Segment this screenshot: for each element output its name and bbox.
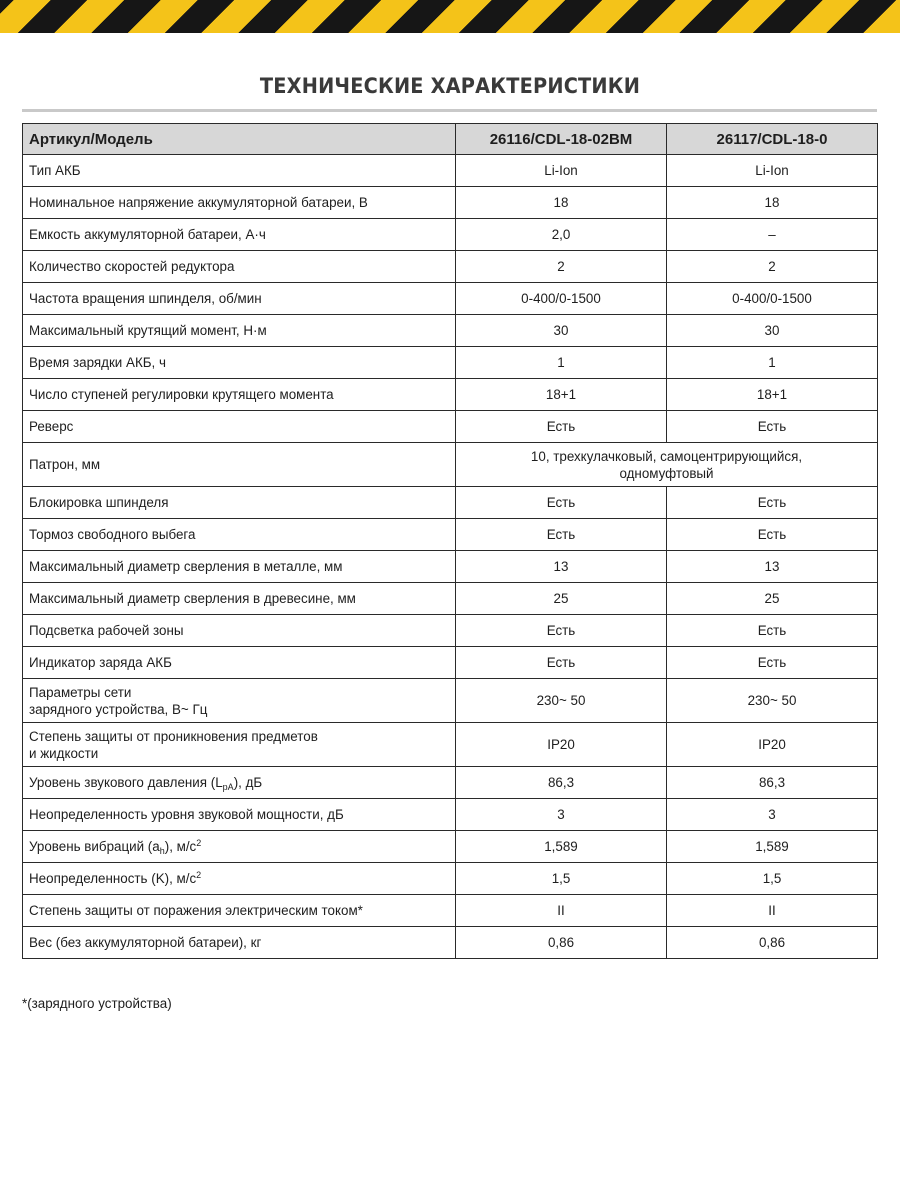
- row-value-2: 13: [667, 551, 878, 583]
- row-label: Реверс: [23, 411, 456, 443]
- table-row: [23, 551, 878, 583]
- row-value-2: Есть: [667, 411, 878, 443]
- row-value-1: Есть: [456, 487, 667, 519]
- table-row: [23, 647, 878, 679]
- table-row: [23, 379, 878, 411]
- row-label: Количество скоростей редуктора: [23, 251, 456, 283]
- row-label: Максимальный диаметр сверления в древесине, мм: [23, 583, 456, 615]
- row-value-1: 2,0: [456, 219, 667, 251]
- row-label: Время зарядки АКБ, ч: [23, 347, 456, 379]
- row-value-1: 13: [456, 551, 667, 583]
- table-row: [23, 927, 878, 959]
- row-value-2: Есть: [667, 615, 878, 647]
- row-label: Подсветка рабочей зоны: [23, 615, 456, 647]
- table-row: [23, 283, 878, 315]
- row-label-line-1: Параметры сети: [29, 684, 132, 700]
- table-header-row: [23, 124, 878, 155]
- table-row: [23, 679, 878, 723]
- row-label: Частота вращения шпинделя, об/мин: [23, 283, 456, 315]
- row-label-subscript: pA: [222, 782, 234, 792]
- row-value-2: Есть: [667, 487, 878, 519]
- row-value-1: 0,86: [456, 927, 667, 959]
- table-row: [23, 831, 878, 863]
- row-value-2: 18: [667, 187, 878, 219]
- row-label-line-1: Степень защиты от проникновения предметов: [29, 728, 318, 744]
- row-label-text: Неопределенность (K), м/с: [29, 871, 197, 886]
- row-value-1: Есть: [456, 647, 667, 679]
- row-value-2: 2: [667, 251, 878, 283]
- row-label: Индикатор заряда АКБ: [23, 647, 456, 679]
- row-value-1: Есть: [456, 519, 667, 551]
- table-row: [23, 767, 878, 799]
- spec-table: [22, 123, 878, 959]
- row-value-2: Есть: [667, 519, 878, 551]
- row-label-text-mid: ), м/с: [164, 839, 197, 854]
- header-model-2: 26117/CDL-18-0: [667, 124, 878, 155]
- row-value-2: Есть: [667, 647, 878, 679]
- table-row: [23, 315, 878, 347]
- footnote: *(зарядного устройства): [22, 996, 172, 1011]
- row-value-merged: 10, трехкулачковый, самоцентрирующийся, одномуфтовый: [456, 443, 878, 487]
- row-value-1: Li-Ion: [456, 155, 667, 187]
- row-value-2: IP20: [667, 723, 878, 767]
- table-row: [23, 583, 878, 615]
- row-value-2: 86,3: [667, 767, 878, 799]
- row-label: Максимальный крутящий момент, Н·м: [23, 315, 456, 347]
- row-label: Вес (без аккумуляторной батареи), кг: [23, 927, 456, 959]
- row-value-1: 230~ 50: [456, 679, 667, 723]
- row-value-2: 0,86: [667, 927, 878, 959]
- row-label: Число ступеней регулировки крутящего момента: [23, 379, 456, 411]
- table-row: [23, 219, 878, 251]
- row-label: Блокировка шпинделя: [23, 487, 456, 519]
- row-label: [23, 831, 456, 863]
- row-value-1: 2: [456, 251, 667, 283]
- row-value-1: 18+1: [456, 379, 667, 411]
- row-value-1: Есть: [456, 411, 667, 443]
- table-row: [23, 443, 878, 487]
- row-value-2: 25: [667, 583, 878, 615]
- row-value-1: Есть: [456, 615, 667, 647]
- table-row: [23, 251, 878, 283]
- table-row: [23, 895, 878, 927]
- row-value-2: 30: [667, 315, 878, 347]
- row-value-2: II: [667, 895, 878, 927]
- table-row: [23, 347, 878, 379]
- row-label-line-2: и жидкости: [29, 745, 99, 761]
- row-label: [23, 723, 456, 767]
- table-row: [23, 187, 878, 219]
- row-label: Тип АКБ: [23, 155, 456, 187]
- row-value-1: 25: [456, 583, 667, 615]
- row-label-subscript: h: [159, 846, 165, 856]
- row-value-2: 1,589: [667, 831, 878, 863]
- row-value-1: 1,5: [456, 863, 667, 895]
- row-label: Патрон, мм: [23, 443, 456, 487]
- table-row: [23, 411, 878, 443]
- row-value-1: 30: [456, 315, 667, 347]
- table-row: [23, 519, 878, 551]
- table-row: [23, 863, 878, 895]
- row-label: Степень защиты от поражения электрическим током*: [23, 895, 456, 927]
- hazard-stripe-banner: [0, 0, 900, 33]
- row-label-superscript: 2: [196, 870, 202, 880]
- table-row: [23, 155, 878, 187]
- row-label: Емкость аккумуляторной батареи, А·ч: [23, 219, 456, 251]
- row-value-1: 18: [456, 187, 667, 219]
- row-value-1: 1,589: [456, 831, 667, 863]
- row-value-2: 18+1: [667, 379, 878, 411]
- row-label: [23, 679, 456, 723]
- row-value-2: 3: [667, 799, 878, 831]
- row-label-text-end: ), дБ: [233, 775, 263, 790]
- header-model-1: 26116/CDL-18-02BM: [456, 124, 667, 155]
- header-label: Артикул/Модель: [23, 124, 456, 155]
- table-row: [23, 799, 878, 831]
- row-label-text: Уровень звукового давления (L: [29, 775, 223, 790]
- row-label: [23, 863, 456, 895]
- row-value-1: 3: [456, 799, 667, 831]
- row-label: Номинальное напряжение аккумуляторной батареи, В: [23, 187, 456, 219]
- row-value-2: 0-400/0-1500: [667, 283, 878, 315]
- table-row: [23, 723, 878, 767]
- row-label-text: Уровень вибраций (a: [29, 839, 160, 854]
- row-label: Максимальный диаметр сверления в металле, мм: [23, 551, 456, 583]
- table-row: [23, 487, 878, 519]
- row-value-2: 230~ 50: [667, 679, 878, 723]
- row-label: [23, 767, 456, 799]
- row-value-1: 1: [456, 347, 667, 379]
- row-value-1: 0-400/0-1500: [456, 283, 667, 315]
- row-label-line-2: зарядного устройства, В~ Гц: [29, 701, 208, 717]
- table-row: [23, 615, 878, 647]
- row-value-2: 1: [667, 347, 878, 379]
- row-value-1: 86,3: [456, 767, 667, 799]
- row-value-2: Li-Ion: [667, 155, 878, 187]
- row-label: Неопределенность уровня звуковой мощности, дБ: [23, 799, 456, 831]
- row-label-superscript: 2: [196, 838, 202, 848]
- row-value-1: IP20: [456, 723, 667, 767]
- row-value-2: –: [667, 219, 878, 251]
- row-value-2: 1,5: [667, 863, 878, 895]
- row-label: Тормоз свободного выбега: [23, 519, 456, 551]
- title-divider: [22, 109, 877, 112]
- row-value-1: II: [456, 895, 667, 927]
- page-title: ТЕХНИЧЕСКИЕ ХАРАКТЕРИСТИКИ: [259, 74, 641, 98]
